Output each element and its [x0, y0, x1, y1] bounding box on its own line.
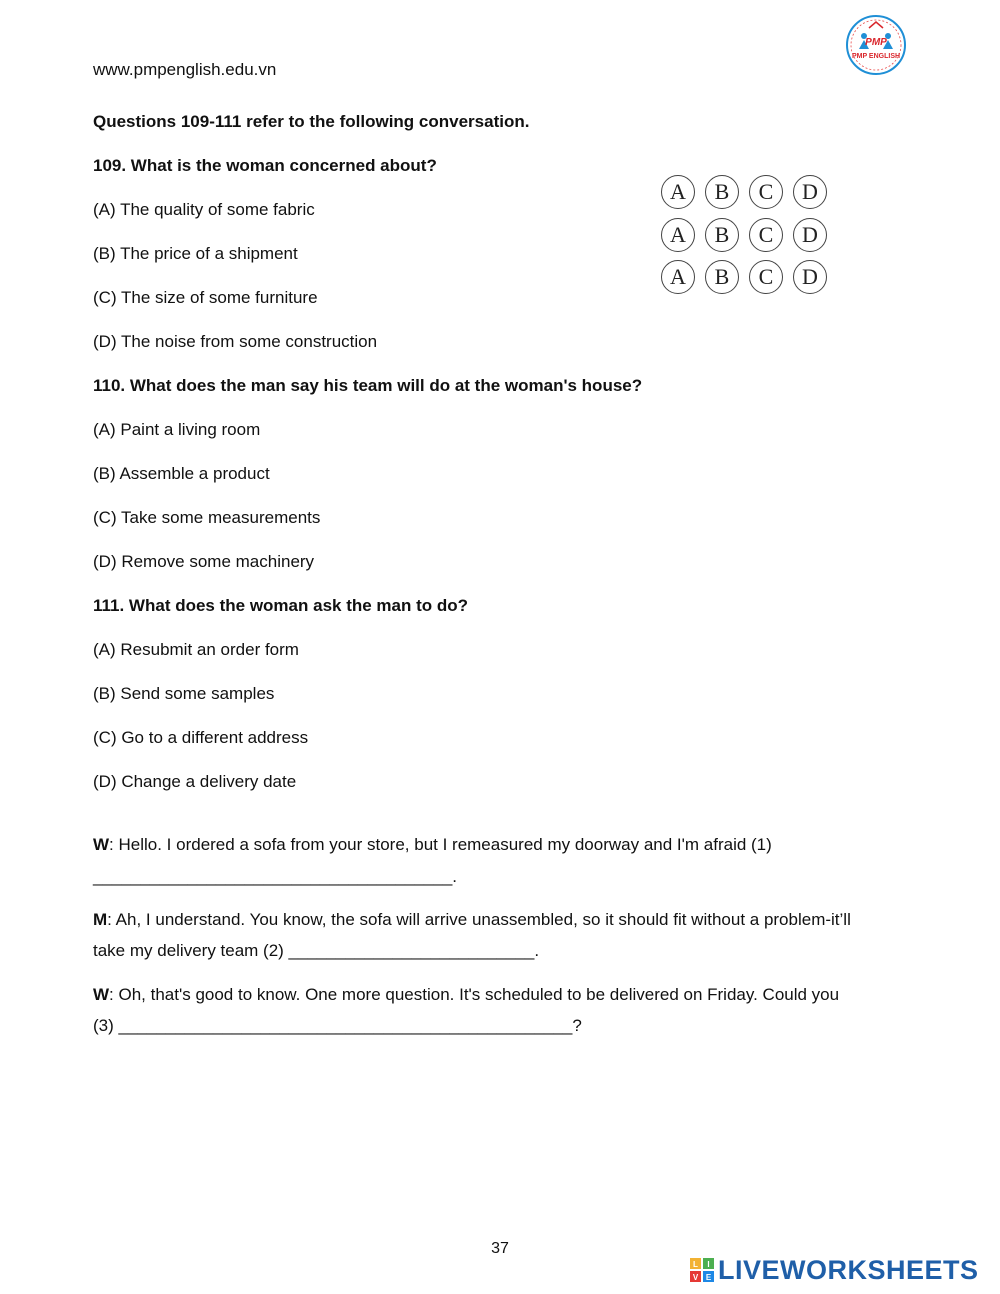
page-number: 37 [491, 1240, 509, 1257]
liveworksheets-tiles-icon [690, 1258, 714, 1282]
q110-option-a: (A) Paint a living room [93, 420, 261, 439]
q109-option-d: (D) The noise from some construction [93, 332, 378, 351]
section-title: Questions 109-111 refer to the following conversation. [93, 112, 530, 131]
answer-109-a-bubble[interactable]: A [661, 175, 695, 209]
answer-110-c-bubble[interactable]: C [749, 218, 783, 252]
blank-3-line[interactable]: (3) ________________________________________________? [93, 1016, 582, 1035]
answer-110-d-bubble[interactable]: D [793, 218, 827, 252]
w2-text: : Oh, that's good to know. One more question. It's scheduled to be delivered on Friday. Could you [109, 985, 840, 1004]
q110-option-d: (D) Remove some machinery [93, 552, 315, 571]
transcript-w2-line1 [93, 985, 839, 1005]
q111-option-a: (A) Resubmit an order form [93, 640, 299, 659]
transcript-m1-line1 [93, 910, 851, 930]
answer-111-c-bubble[interactable]: C [749, 260, 783, 294]
q111-option-c: (C) Go to a different address [93, 728, 309, 747]
q111-option-d: (D) Change a delivery date [93, 772, 297, 791]
q109-option-a: (A) The quality of some fabric [93, 200, 315, 219]
tile-l: L [693, 1260, 698, 1269]
liveworksheets-brand[interactable] [690, 1255, 979, 1285]
question-110-prompt: 110. What does the man say his team will do at the woman's house? [93, 376, 643, 395]
answer-110-a-bubble[interactable]: A [661, 218, 695, 252]
pmp-english-logo [845, 14, 907, 76]
answer-111-a-bubble[interactable]: A [661, 260, 695, 294]
answer-111-d-bubble[interactable]: D [793, 260, 827, 294]
m1-text: : Ah, I understand. You know, the sofa will arrive unassembled, so it should fit without a problem-it’ll [107, 910, 851, 929]
answer-111-b-bubble[interactable]: B [705, 260, 739, 294]
tile-i: I [707, 1260, 710, 1269]
answer-110-b-bubble[interactable]: B [705, 218, 739, 252]
answer-109-d-bubble[interactable]: D [793, 175, 827, 209]
question-109-prompt: 109. What is the woman concerned about? [93, 156, 437, 175]
tile-e: E [705, 1273, 712, 1282]
blank-1[interactable]: ______________________________________. [93, 867, 457, 886]
question-111-prompt: 111. What does the woman ask the man to do? [93, 596, 469, 615]
blank-2-line[interactable]: take my delivery team (2) __________________________. [93, 941, 540, 960]
q109-option-c: (C) The size of some furniture [93, 288, 318, 307]
q110-option-c: (C) Take some measurements [93, 508, 321, 527]
liveworksheets-text: LIVEWORKSHEETS [718, 1254, 979, 1285]
logo-mark: PMP [865, 37, 887, 48]
tile-v: V [692, 1273, 699, 1282]
q111-option-b: (B) Send some samples [93, 684, 275, 703]
answer-109-b-bubble[interactable]: B [705, 175, 739, 209]
transcript-w1-line1 [93, 835, 772, 855]
speaker-w1: W [93, 835, 110, 854]
q109-option-b: (B) The price of a shipment [93, 244, 298, 263]
speaker-m1: M [93, 910, 108, 929]
answer-109-c-bubble[interactable]: C [749, 175, 783, 209]
q110-option-b: (B) Assemble a product [93, 464, 270, 483]
website-url[interactable]: www.pmpenglish.edu.vn [93, 60, 277, 79]
speaker-w2: W [93, 985, 110, 1004]
w1-text: : Hello. I ordered a sofa from your store, but I remeasured my doorway and I'm afraid (1) [109, 835, 772, 854]
logo-text: PMP ENGLISH [851, 53, 901, 60]
